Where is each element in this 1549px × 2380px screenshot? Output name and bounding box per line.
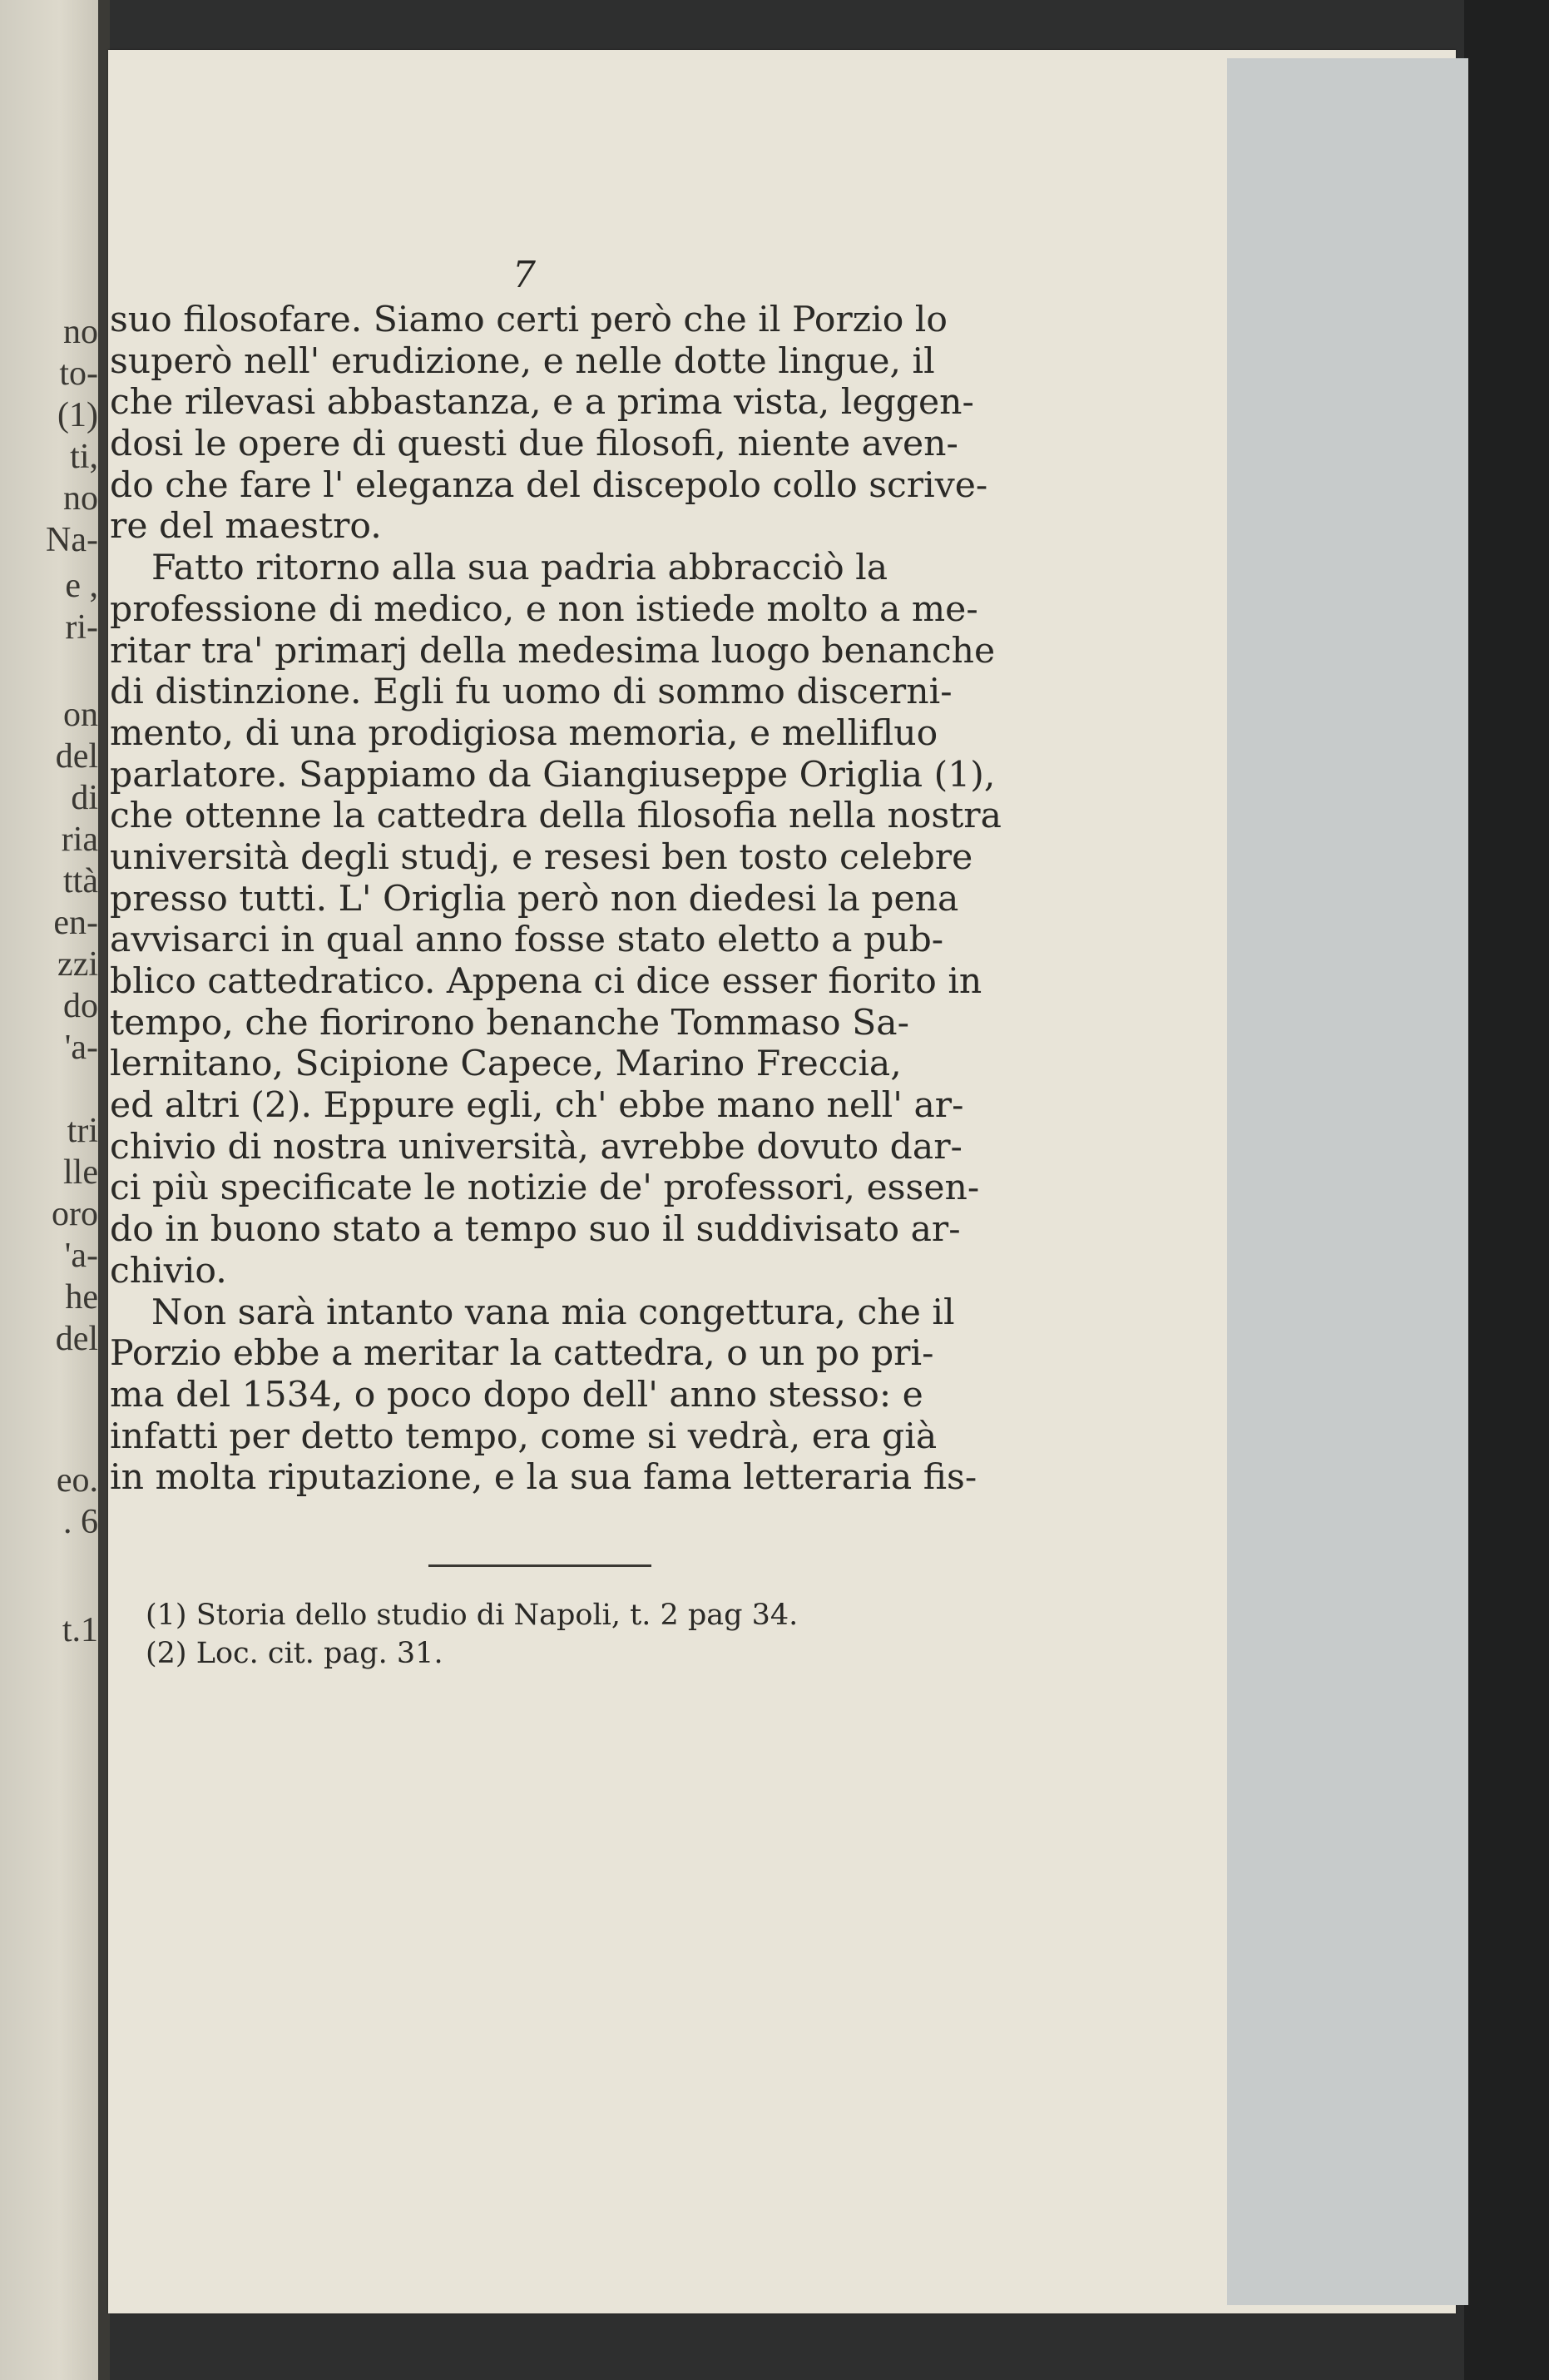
text-line: do che fare l' eleganza del discepolo collo scrive- [110,464,988,506]
margin-fragment: no [63,479,98,518]
margin-fragment: eo. [56,1461,98,1500]
margin-fragment: zzi [57,945,98,984]
margin-fragment: del [55,737,98,776]
margin-fragment: oro [52,1195,98,1233]
text-line: ritar tra' primarj della medesima luogo benanche [110,630,996,672]
text-line: ed altri (2). Eppure egli, ch' ebbe mano nell' ar- [110,1085,964,1127]
margin-fragment: no [63,313,98,351]
margin-fragment: on [63,696,98,734]
text-line: chivio di nostra università, avrebbe dovuto dar- [110,1126,963,1168]
text-line: suo filosofare. Siamo certi però che il Porzio lo [110,300,948,340]
text-line: superò nell' erudizione, e nelle dotte lingue, il [110,340,935,382]
background-right [1464,0,1549,2380]
text-line: lernitano, Scipione Capece, Marino Freccia, [110,1044,902,1085]
margin-fragment: ri- [65,608,98,647]
margin-fragment: (1) [57,396,98,434]
margin-fragment: ttà [63,862,98,900]
margin-fragment: ti, [70,438,98,476]
text-line: università degli studj, e resesi ben tosto celebre [110,836,973,878]
text-line: che ottenne la cattedra della filosofia nella nostra [110,796,1002,837]
margin-fragment: ria [61,821,98,859]
margin-fragment: 'a- [64,1029,98,1067]
margin-fragment: tri [67,1112,98,1150]
page-edge-shadow [1227,58,1468,2305]
body-text [110,300,1002,1499]
text-line: presso tutti. L' Origlia però non diedesi la pena [110,878,959,920]
footnotes [146,1596,961,1673]
margin-fragment: to- [59,355,98,393]
margin-fragment: he [65,1278,98,1316]
margin-fragment: t.1 [62,1611,98,1649]
page-number: 7 [512,254,536,296]
text-line: avvisarci in qual anno fosse stato eletto a pub- [110,920,944,961]
text-line: chivio. [110,1250,227,1292]
text-line: Porzio ebbe a meritar la cattedra, o un po pri- [110,1333,934,1375]
text-line: che rilevasi abbastanza, e a prima vista, leggen- [110,382,974,424]
text-line: professione di medico, e non istiede molto a me- [110,588,978,630]
margin-fragment: Na- [46,521,98,559]
text-line: ci più specificate le notizie de' professori, essen- [110,1168,980,1209]
margin-fragment: en- [53,904,98,942]
margin-fragment: di [71,779,98,817]
text-line: re del maestro. [110,506,382,548]
text-line: infatti per detto tempo, come si vedrà, era già [110,1416,938,1457]
margin-fragment: do [63,987,98,1025]
margin-fragment: del [55,1320,98,1358]
text-line: Non sarà intanto vana mia congettura, che il [151,1292,955,1333]
text-line: Fatto ritorno alla sua padria abbracciò la [151,548,888,589]
text-line: in molta riputazione, e la sua fama letteraria fis- [110,1457,977,1499]
text-line: blico cattedratico. Appena ci dice esser fiorito in [110,961,982,1002]
text-line: do in buono stato a tempo suo il suddivisato ar- [110,1209,961,1251]
margin-fragment: . 6 [63,1503,98,1541]
margin-fragment: e , [65,567,98,605]
margin-fragment: 'a- [64,1237,98,1275]
text-line: mento, di una prodigiosa memoria, e mellifluo [110,712,938,754]
footnote-rule [428,1564,651,1567]
previous-page-strip [0,0,100,2380]
text-line: tempo, che fiorirono benanche Tommaso Sa- [110,1002,909,1044]
text-line: dosi le opere di questi due filosofi, niente aven- [110,424,958,465]
footnote: (2) Loc. cit. pag. 31. [146,1637,443,1670]
margin-fragment: lle [63,1153,98,1192]
footnote: (1) Storia dello studio di Napoli, t. 2 pag 34. [146,1599,799,1632]
text-line: ma del 1534, o poco dopo dell' anno stesso: e [110,1374,923,1416]
text-line: parlatore. Sappiamo da Giangiuseppe Origlia (1), [110,754,996,796]
text-line: di distinzione. Egli fu uomo di sommo discerni- [110,672,953,713]
